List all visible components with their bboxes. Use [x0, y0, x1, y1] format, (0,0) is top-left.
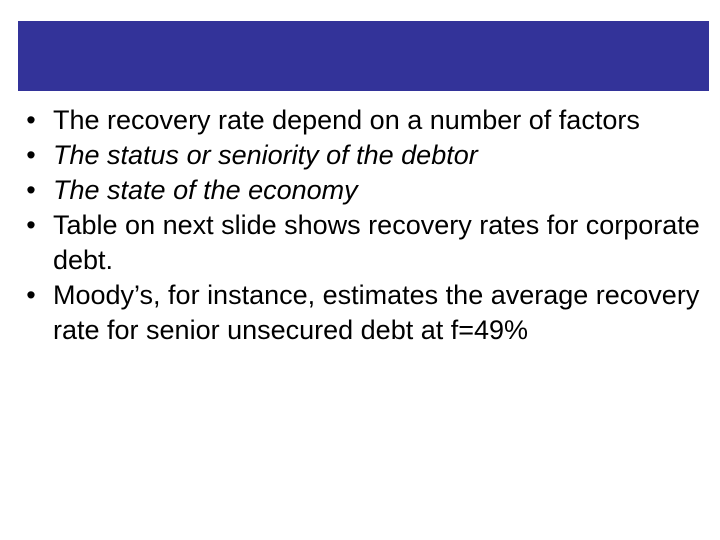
bullet-text: The state of the economy — [53, 175, 358, 205]
bullet-text: Table on next slide shows recovery rates for corporate debt. — [53, 210, 700, 275]
bullet-item-2 — [24, 138, 704, 173]
bullet-icon: • — [26, 280, 36, 310]
bullet-list — [24, 103, 704, 348]
bullet-item-4 — [24, 208, 704, 278]
bullet-text: Moody’s, for instance, estimates the average recovery rate for senior unsecured debt at f=49% — [53, 280, 700, 345]
bullet-item-5 — [24, 278, 704, 348]
title-bar — [18, 21, 709, 91]
bullet-item-3 — [24, 173, 704, 208]
bullet-text: The status or seniority of the debtor — [53, 140, 478, 170]
bullet-item-1 — [24, 103, 704, 138]
bullet-icon: • — [26, 210, 36, 240]
bullet-icon: • — [26, 140, 36, 170]
bullet-icon: • — [26, 175, 36, 205]
bullet-icon: • — [26, 105, 36, 135]
bullet-text: The recovery rate depend on a number of factors — [53, 105, 640, 135]
